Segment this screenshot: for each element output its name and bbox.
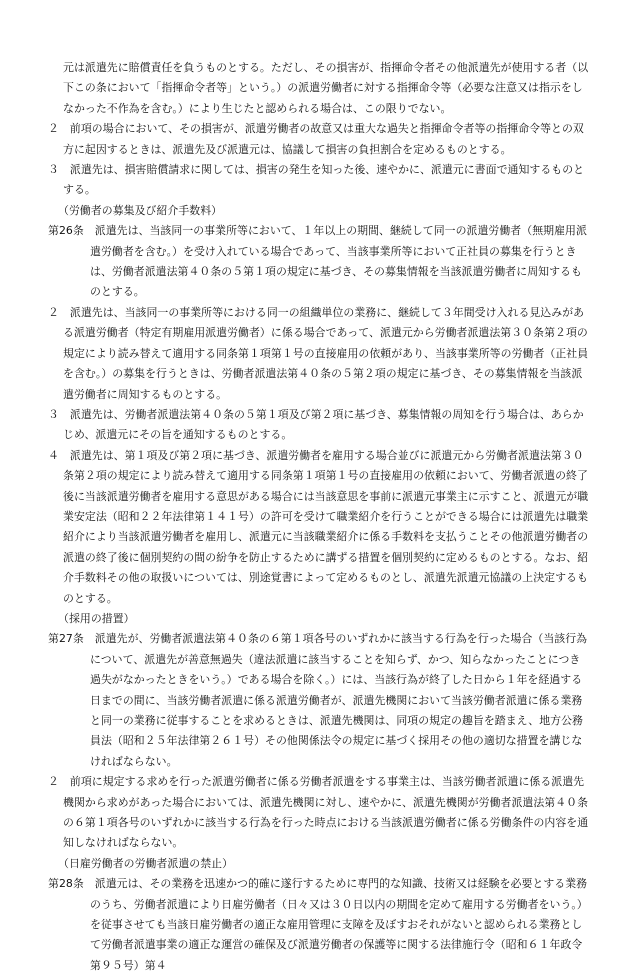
art26-item-4: ４ 派遣先は、第１項及び第２項に基づき、派遣労働者を雇用する場合並びに派遣元から労働者派遣法第３０条第２項の規定により読み替えて適用する同条第１項第１号の直接雇用の依頼において、労働者派遣の終了後に当該派遣労働者を雇用する意思がある場合には当該意思を事前に派遣元事業主に示すこと、派遣元が職業安定法（昭和２２年法律第１４１号）の許可を受けて職業紹介を行うことができる場合には派遣先は職業紹介により当該派遣労働者を雇用し、派遣元に当該職業紹介に係る手数料を支払うことその他派遣労働者の派遣の終了後に個別契約の間の紛争を防止するために講ずる措置を個別契約に定めるものとする。なお、紹介手数料その他の取扱いについては、別途覚書によって定めるものとし、派遣先派遣元協議の上決定するものとする。 bbox=[48, 448, 589, 605]
art25-item-2: ２ 前項の場合において、その損害が、派遣労働者の故意又は重大な過失と指揮命令者等の指揮命令等との双方に起因するときは、派遣先及び派遣元は、協議して損害の負担割合を定めるものとする。 bbox=[48, 122, 584, 156]
article-26: 第26条 派遣先は、当該同一の事業所等において、１年以上の期間、継続して同一の派遣労働者（無期雇用派遣労働者を含む。）を受け入れている場合であって、当該事業所等において正社員の募集を行うときは、労働者派遣法第４０条の５第１項の規定に基づき、その募集情報を当該派遣労働者に周知するものとする。 bbox=[48, 224, 587, 299]
art26-item-3: ３ 派遣先は、労働者派遣法第４０条の５第１項及び第２項に基づき、募集情報の周知を行う場合は、あらかじめ、派遣元にその旨を通知するものとする。 bbox=[48, 407, 584, 442]
heading-hiring-measures: （採用の措置） bbox=[58, 611, 135, 625]
article-27: 第27条 派遣先が、労働者派遣法第４０条の６第１項各号のいずれかに該当する行為を行った場合（当該行為について、派遣先が善意無過失（違法派遣に該当することを知らず、かつ、知らなかったことにつき過失がなかったときをいう。）である場合を除く。）には、当該行為が終了した日から１年を経過する日までの間に、当該労働者派遣に係る派遣労働者が、派遣先機関において当該労働者派遣に係る業務と同一の業務に従事することを求めるときは、派遣先機関は、同項の規定の趣旨を踏まえ、地方公務員法（昭和２５年法律第２６１号）その他関係法令の規定に基づく採用その他の適切な措置を講じなければならない。 bbox=[48, 632, 588, 768]
art25-item-3: ３ 派遣先は、損害賠償請求に関しては、損害の発生を知った後、速やかに、派遣元に書面で通知するものとする。 bbox=[48, 163, 585, 197]
art27-item-2: ２ 前項に規定する求めを行った派遣労働者に係る労働者派遣をする事業主は、当該労働者派遣に係る派遣先機関から求めがあった場合においては、派遣先機関に対し、速やかに、派遣先機関が労働者派遣法第４０条の６第１項各号のいずれかに該当する行為を行った時点における当該派遣労働者に係る労働条件の内容を通知しなければならない。 bbox=[48, 775, 589, 850]
art26-item-2: ２ 派遣先は、当該同一の事業所等における同一の組織単位の業務に、継続して３年間受け入れる見込みがある派遣労働者（特定有期雇用派遣労働者）に係る場合であって、派遣元から労働者派遣法第３０条第２項の規定により読み替えて適用する同条第１項第１号の直接雇用の依頼があり、当該事業所等の労働者（正社員を含む。）の募集を行うときは、労働者派遣法第４０条の５第２項の規定に基づき、その募集情報を当該派遣労働者に周知するものとする。 bbox=[48, 305, 589, 401]
article-28: 第28条 派遣元は、その業務を迅速かつ的確に遂行するために専門的な知識、技術又は経験を必要とする業務のうち、労働者派遣により日雇労働者（日々又は３０日以内の期間を定めて雇用する労働者をいう。）を従事させても当該日雇労働者の適正な雇用管理に支障を及ぼすおそれがないと認められる業務として労働者派遣事業の適正な運営の確保及び派遣労働者の保護等に関する法律施行令（昭和６１年政令第９５号）第４ bbox=[48, 877, 588, 972]
paragraph-continuation: 元は派遣先に賠償責任を負うものとする。ただし、その損害が、指揮命令者その他派遣先が使用する者（以下この条において「指揮命令者等」という。）の派遣労働者に対する指揮命令等（必要な注意又は指示をしなかった不作為を含む。）により生じたと認められる場合は、この限りでない。 bbox=[63, 61, 589, 115]
heading-day-laborer-ban: （日雇労働者の労働者派遣の禁止） bbox=[58, 856, 234, 870]
heading-recruitment-fee: （労働者の募集及び紹介手数料） bbox=[58, 203, 223, 217]
